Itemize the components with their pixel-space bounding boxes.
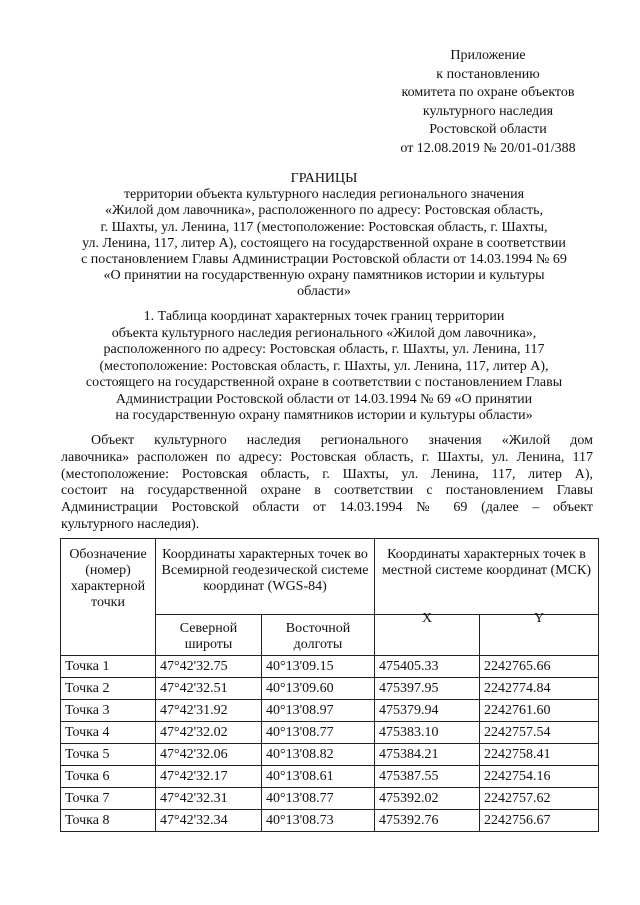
appendix-line: к постановлению xyxy=(436,66,540,82)
section-line: на государственную охрану памятников истории и культуры области» xyxy=(115,408,533,423)
title-line: ул. Ленина, 117, литер А), состоящего на государственной охране в соответствии xyxy=(82,235,566,251)
table-row xyxy=(61,788,599,810)
cell-x: 475392.76 xyxy=(375,810,480,832)
cell-longitude: 40°13'08.77 xyxy=(262,722,375,744)
cell-latitude: 47°42'32.34 xyxy=(156,810,262,832)
title-line: г. Шахты, ул. Ленина, 117 (местоположение: Ростовская область, г. Шахты, xyxy=(100,219,548,235)
section-line: (местоположение: Ростовская область, г. Шахты, ул. Ленина, 117, литер А), xyxy=(99,358,549,374)
table-row xyxy=(61,766,599,788)
cell-point: Точка 8 xyxy=(61,810,156,832)
cell-x: 475397.95 xyxy=(375,678,480,700)
cell-latitude: 47°42'32.75 xyxy=(156,656,262,678)
column-header-y-label: Y xyxy=(533,611,545,626)
cell-longitude: 40°13'08.97 xyxy=(262,700,375,722)
appendix-line: Приложение xyxy=(450,48,526,63)
appendix-header xyxy=(390,47,586,159)
title-line: территории объекта культурного наследия регионального значения xyxy=(123,187,525,203)
cell-latitude: 47°42'32.51 xyxy=(156,678,262,700)
document-title xyxy=(60,171,588,301)
cell-y: 2242761.60 xyxy=(480,700,599,722)
column-group-msk: Координаты характерных точек в местной системе координат (МСК) xyxy=(375,539,599,615)
cell-point: Точка 7 xyxy=(61,788,156,810)
cell-point: Точка 1 xyxy=(61,656,156,678)
column-header-y xyxy=(480,611,599,656)
column-header-north-latitude: Северной широты xyxy=(156,615,262,656)
column-header-point: Обозначение (номер) характерной точки xyxy=(61,539,156,656)
cell-longitude: 40°13'08.82 xyxy=(262,744,375,766)
cell-latitude: 47°42'32.31 xyxy=(156,788,262,810)
title-line: области» xyxy=(297,284,351,300)
table-row xyxy=(61,744,599,766)
cell-latitude: 47°42'32.02 xyxy=(156,722,262,744)
table-row xyxy=(61,810,599,832)
paragraph-line: Объект культурного наследия регионального значения «Жилой дом xyxy=(91,433,593,448)
cell-point: Точка 5 xyxy=(61,744,156,766)
appendix-line: комитета по охране объектов xyxy=(401,85,575,101)
cell-x: 475384.21 xyxy=(375,744,480,766)
section-heading xyxy=(60,309,588,425)
appendix-line: Ростовской области xyxy=(429,122,547,138)
cell-y: 2242754.16 xyxy=(480,766,599,788)
section-line: объекта культурного наследия регионального «Жилой дом лавочника», xyxy=(111,325,537,341)
coordinates-table xyxy=(60,538,599,832)
body-paragraph xyxy=(61,433,593,534)
paragraph-line: Администрации Ростовской области от 14.03.1994 № 69 (далее – объект xyxy=(61,500,593,516)
column-header-x xyxy=(375,611,480,656)
cell-longitude: 40°13'09.60 xyxy=(262,678,375,700)
cell-x: 475387.55 xyxy=(375,766,480,788)
cell-point: Точка 2 xyxy=(61,678,156,700)
cell-longitude: 40°13'08.61 xyxy=(262,766,375,788)
section-line: 1. Таблица координат характерных точек границ территории xyxy=(143,309,505,324)
cell-x: 475383.10 xyxy=(375,722,480,744)
paragraph-line: культурного наследия). xyxy=(61,516,200,532)
appendix-line: от 12.08.2019 № 20/01-01/388 xyxy=(400,140,576,156)
cell-y: 2242756.67 xyxy=(480,810,599,832)
section-line: состоящего на государственной охране в соответствии с постановлением Главы xyxy=(85,375,563,390)
table-row xyxy=(61,722,599,744)
cell-point: Точка 3 xyxy=(61,700,156,722)
cell-longitude: 40°13'09.15 xyxy=(262,656,375,678)
cell-x: 475379.94 xyxy=(375,700,480,722)
cell-y: 2242758.41 xyxy=(480,744,599,766)
section-line: Администрации Ростовской области от 14.03.1994 № 69 «О принятии xyxy=(115,391,533,407)
cell-y: 2242757.54 xyxy=(480,722,599,744)
cell-y: 2242765.66 xyxy=(480,656,599,678)
cell-y: 2242774.84 xyxy=(480,678,599,700)
cell-longitude: 40°13'08.77 xyxy=(262,788,375,810)
cell-latitude: 47°42'32.06 xyxy=(156,744,262,766)
paragraph-line: состоит на государственной охране в соответствии с постановлением Главы xyxy=(61,483,593,499)
title-line: «О принятии на государственную охрану памятников истории и культуры xyxy=(103,268,545,284)
cell-latitude: 47°42'31.92 xyxy=(156,700,262,722)
title-line: «Жилой дом лавочника», расположенного по адресу: Ростовская область, xyxy=(104,203,544,219)
column-header-east-longitude: Восточной долготы xyxy=(262,615,375,656)
appendix-line: культурного наследия xyxy=(422,103,554,119)
table-row xyxy=(61,656,599,678)
column-header-x-label: X xyxy=(421,611,433,626)
paragraph-line: (местоположение: Ростовская область, г. Шахты, ул. Ленина, 117, литер А), xyxy=(61,466,593,482)
cell-latitude: 47°42'32.17 xyxy=(156,766,262,788)
cell-longitude: 40°13'08.73 xyxy=(262,810,375,832)
title-heading: ГРАНИЦЫ xyxy=(290,171,358,186)
column-group-wgs84: Координаты характерных точек во Всемирной геодезической системе координат (WGS-84) xyxy=(156,539,375,615)
section-line: расположенного по адресу: Ростовская область, г. Шахты, ул. Ленина, 117 xyxy=(103,342,545,357)
cell-point: Точка 6 xyxy=(61,766,156,788)
cell-x: 475405.33 xyxy=(375,656,480,678)
table-row xyxy=(61,678,599,700)
paragraph-line: лавочника» расположен по адресу: Ростовская область, г. Шахты, ул. Ленина, 117 xyxy=(61,449,593,465)
cell-x: 475392.02 xyxy=(375,788,480,810)
cell-y: 2242757.62 xyxy=(480,788,599,810)
cell-point: Точка 4 xyxy=(61,722,156,744)
table-row xyxy=(61,700,599,722)
title-line: с постановлением Главы Администрации Ростовской области от 14.03.1994 № 69 xyxy=(81,252,567,268)
